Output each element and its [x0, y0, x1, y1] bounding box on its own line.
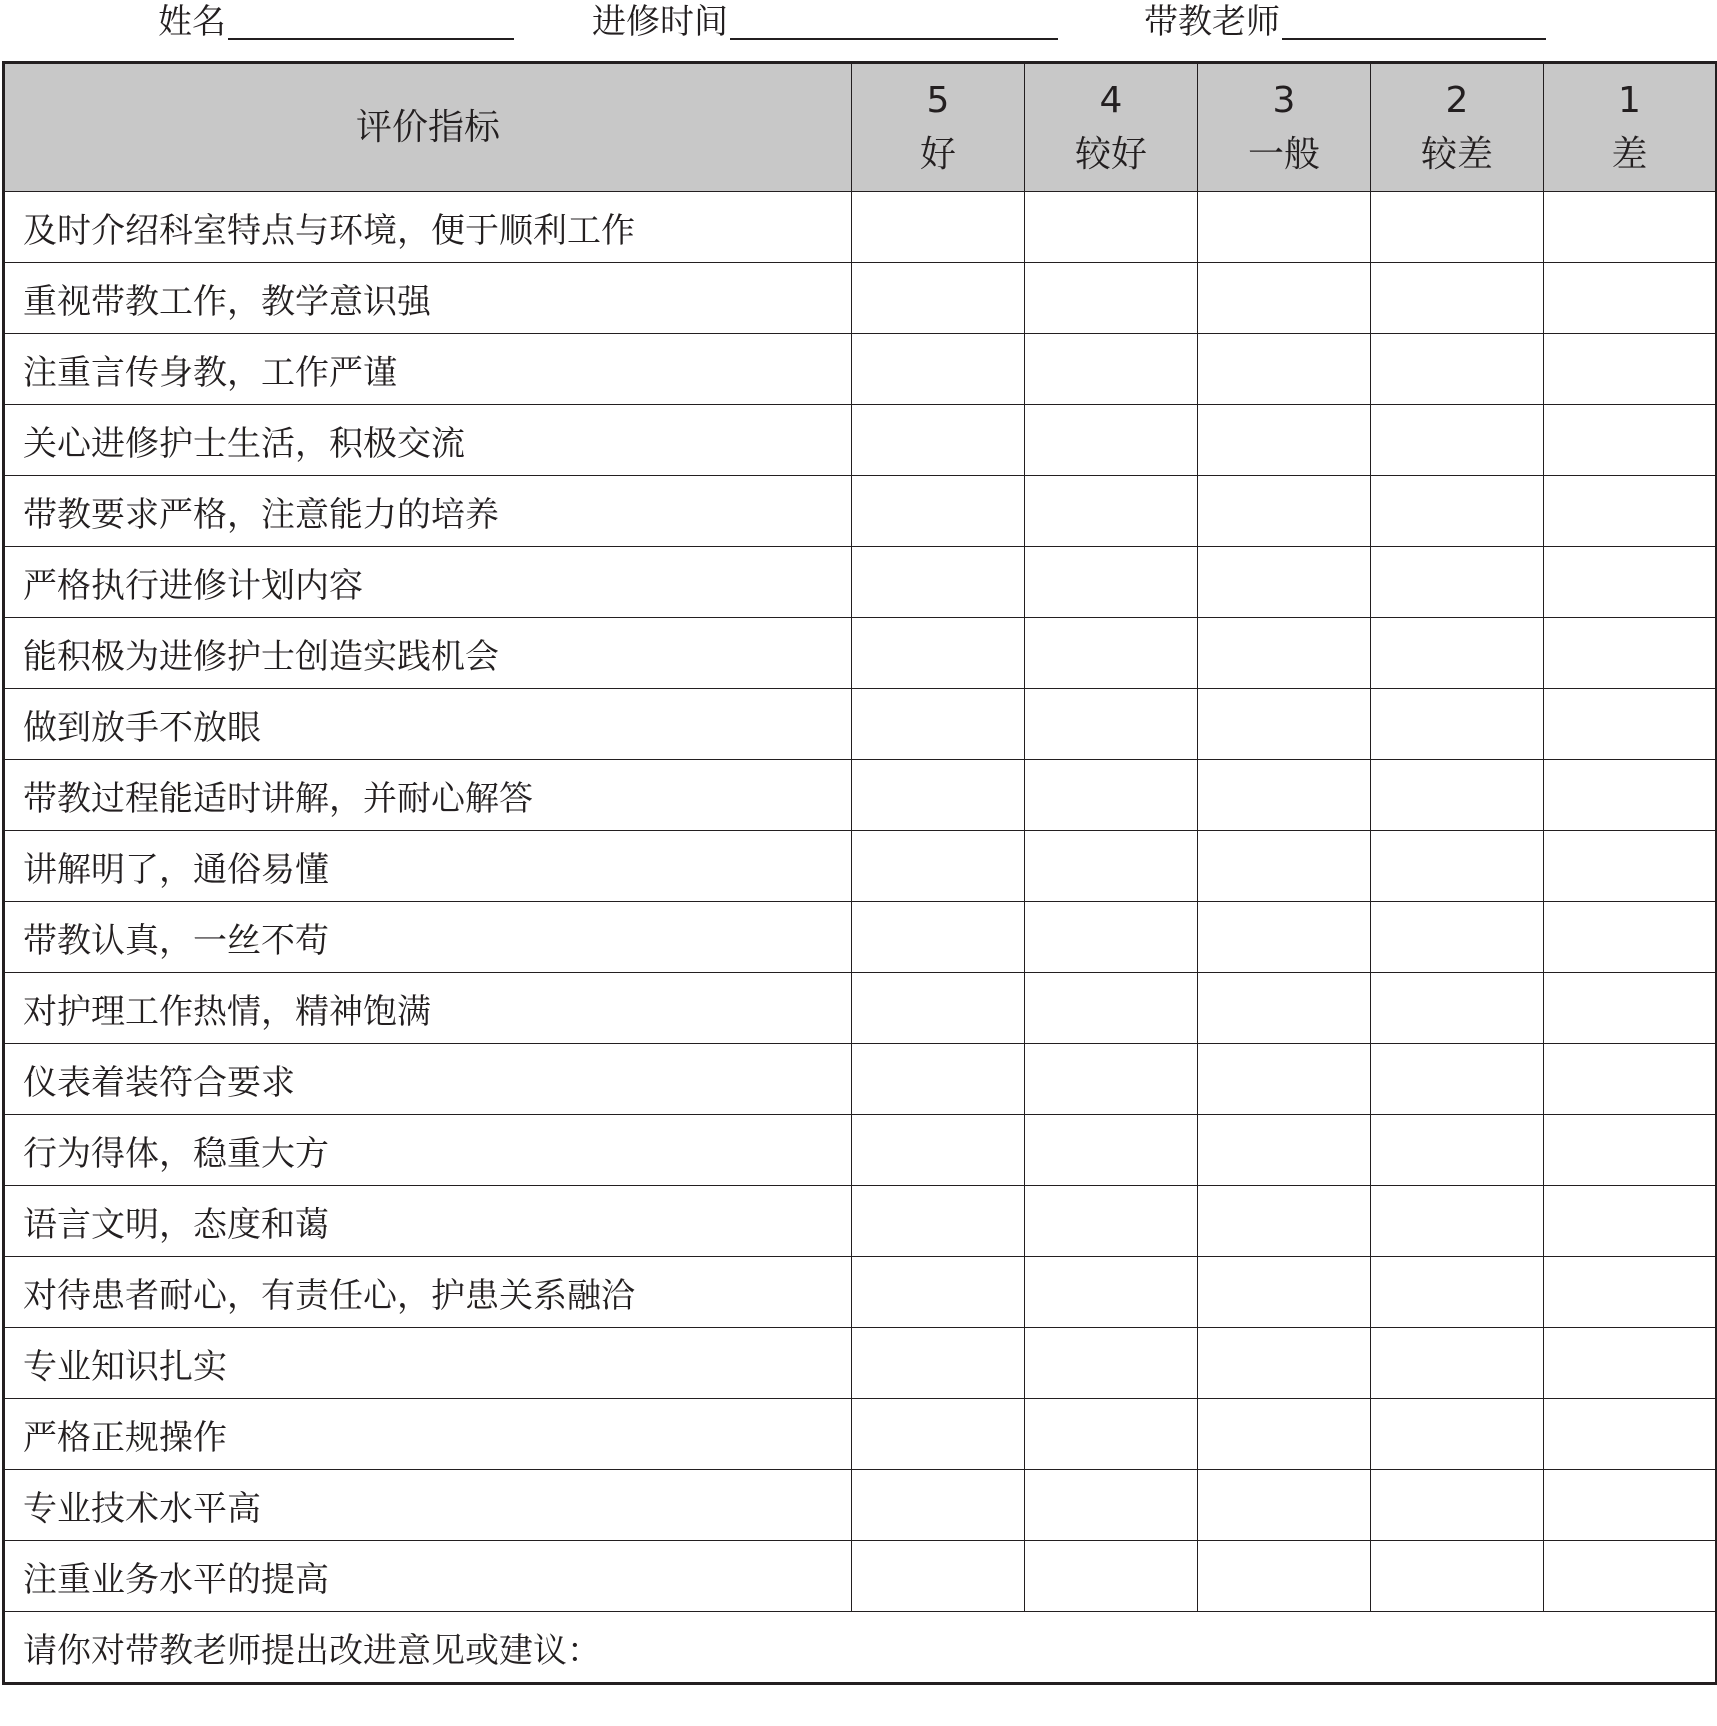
rating-cell-3[interactable] [1198, 1186, 1371, 1257]
rating-cell-1[interactable] [1544, 689, 1717, 760]
table-row [4, 689, 1717, 760]
rating-cell-4[interactable] [1025, 689, 1198, 760]
score-header-2 [1371, 63, 1544, 192]
name-blank-line[interactable] [228, 8, 514, 40]
score-header-4 [1025, 63, 1198, 192]
criterion-label: 严格正规操作 [4, 1399, 852, 1470]
criterion-label: 带教过程能适时讲解，并耐心解答 [4, 760, 852, 831]
rating-cell-4[interactable] [1025, 902, 1198, 973]
criterion-header: 评价指标 [4, 63, 852, 192]
rating-cell-3[interactable] [1198, 760, 1371, 831]
criterion-label: 带教要求严格，注意能力的培养 [4, 476, 852, 547]
rating-cell-1[interactable] [1544, 1115, 1717, 1186]
rating-cell-5[interactable] [852, 831, 1025, 902]
criterion-label: 专业知识扎实 [4, 1328, 852, 1399]
score-word: 好 [919, 133, 956, 175]
rating-cell-5[interactable] [852, 192, 1025, 263]
name-field [158, 0, 514, 40]
rating-cell-3[interactable] [1198, 1541, 1371, 1612]
criterion-label: 注重言传身教，工作严谨 [4, 334, 852, 405]
score-number: 1 [1618, 79, 1641, 121]
rating-cell-2[interactable] [1371, 902, 1544, 973]
rating-cell-3[interactable] [1198, 1399, 1371, 1470]
criterion-label: 能积极为进修护士创造实践机会 [4, 618, 852, 689]
rating-cell-5[interactable] [852, 1186, 1025, 1257]
rating-cell-3[interactable] [1198, 476, 1371, 547]
criterion-label: 重视带教工作，教学意识强 [4, 263, 852, 334]
rating-cell-4[interactable] [1025, 547, 1198, 618]
rating-cell-5[interactable] [852, 547, 1025, 618]
form-header [0, 0, 1717, 48]
rating-cell-2[interactable] [1371, 1470, 1544, 1541]
criterion-label: 做到放手不放眼 [4, 689, 852, 760]
teacher-label: 带教老师 [1144, 2, 1280, 42]
criterion-label: 关心进修护士生活，积极交流 [4, 405, 852, 476]
criterion-label: 仪表着装符合要求 [4, 1044, 852, 1115]
rating-cell-4[interactable] [1025, 1541, 1198, 1612]
rating-cell-2[interactable] [1371, 192, 1544, 263]
criterion-label: 及时介绍科室特点与环境，便于顺利工作 [4, 192, 852, 263]
rating-cell-2[interactable] [1371, 1328, 1544, 1399]
rating-cell-5[interactable] [852, 1541, 1025, 1612]
rating-cell-2[interactable] [1371, 263, 1544, 334]
rating-cell-3[interactable] [1198, 334, 1371, 405]
rating-cell-1[interactable] [1544, 1399, 1717, 1470]
rating-cell-2[interactable] [1371, 334, 1544, 405]
rating-cell-3[interactable] [1198, 1044, 1371, 1115]
table-row [4, 547, 1717, 618]
rating-cell-2[interactable] [1371, 1044, 1544, 1115]
rating-cell-4[interactable] [1025, 618, 1198, 689]
rating-cell-1[interactable] [1544, 405, 1717, 476]
rating-cell-5[interactable] [852, 1115, 1025, 1186]
table-row [4, 1186, 1717, 1257]
rating-cell-5[interactable] [852, 973, 1025, 1044]
rating-cell-5[interactable] [852, 760, 1025, 831]
rating-cell-4[interactable] [1025, 1328, 1198, 1399]
table-row [4, 902, 1717, 973]
table-row [4, 760, 1717, 831]
table-row [4, 1115, 1717, 1186]
suggestion-prompt[interactable]: 请你对带教老师提出改进意见或建议： [4, 1612, 1717, 1684]
rating-cell-5[interactable] [852, 689, 1025, 760]
criteria-body [4, 192, 1717, 1612]
score-header-1 [1544, 63, 1717, 192]
table-header-row [4, 63, 1717, 192]
criterion-label: 对护理工作热情，精神饱满 [4, 973, 852, 1044]
table-row [4, 1541, 1717, 1612]
score-number: 2 [1445, 79, 1469, 121]
table-row [4, 476, 1717, 547]
rating-cell-1[interactable] [1544, 1257, 1717, 1328]
rating-cell-2[interactable] [1371, 689, 1544, 760]
evaluation-table [2, 61, 1717, 1685]
score-header-3 [1198, 63, 1371, 192]
score-word: 较好 [1074, 133, 1147, 175]
score-number: 5 [926, 79, 950, 121]
rating-cell-3[interactable] [1198, 689, 1371, 760]
rating-cell-5[interactable] [852, 1399, 1025, 1470]
rating-cell-5[interactable] [852, 902, 1025, 973]
rating-cell-4[interactable] [1025, 973, 1198, 1044]
rating-cell-3[interactable] [1198, 192, 1371, 263]
table-row [4, 1328, 1717, 1399]
rating-cell-3[interactable] [1198, 405, 1371, 476]
table-row [4, 405, 1717, 476]
score-word: 较差 [1420, 133, 1493, 175]
rating-cell-5[interactable] [852, 476, 1025, 547]
rating-cell-1[interactable] [1544, 1044, 1717, 1115]
rating-cell-1[interactable] [1544, 902, 1717, 973]
teacher-field [1144, 0, 1546, 40]
table-row [4, 618, 1717, 689]
rating-cell-1[interactable] [1544, 618, 1717, 689]
rating-cell-3[interactable] [1198, 547, 1371, 618]
rating-cell-3[interactable] [1198, 973, 1371, 1044]
name-label: 姓名 [158, 2, 226, 42]
rating-cell-1[interactable] [1544, 547, 1717, 618]
rating-cell-1[interactable] [1544, 831, 1717, 902]
criterion-label: 专业技术水平高 [4, 1470, 852, 1541]
score-header-5 [852, 63, 1025, 192]
rating-cell-1[interactable] [1544, 192, 1717, 263]
rating-cell-2[interactable] [1371, 547, 1544, 618]
table-row [4, 973, 1717, 1044]
rating-cell-4[interactable] [1025, 831, 1198, 902]
rating-cell-2[interactable] [1371, 1541, 1544, 1612]
criterion-label: 带教认真，一丝不苟 [4, 902, 852, 973]
rating-cell-2[interactable] [1371, 760, 1544, 831]
period-label: 进修时间 [592, 2, 728, 42]
rating-cell-2[interactable] [1371, 618, 1544, 689]
rating-cell-3[interactable] [1198, 1470, 1371, 1541]
criterion-label: 注重业务水平的提高 [4, 1541, 852, 1612]
rating-cell-1[interactable] [1544, 1328, 1717, 1399]
rating-cell-4[interactable] [1025, 263, 1198, 334]
rating-cell-2[interactable] [1371, 831, 1544, 902]
period-blank-line[interactable] [730, 8, 1058, 40]
rating-cell-4[interactable] [1025, 1399, 1198, 1470]
rating-cell-1[interactable] [1544, 973, 1717, 1044]
table-row [4, 1470, 1717, 1541]
rating-cell-1[interactable] [1544, 476, 1717, 547]
rating-cell-4[interactable] [1025, 1044, 1198, 1115]
table-row [4, 192, 1717, 263]
rating-cell-1[interactable] [1544, 1541, 1717, 1612]
rating-cell-5[interactable] [852, 1470, 1025, 1541]
rating-cell-5[interactable] [852, 1328, 1025, 1399]
score-number: 3 [1272, 79, 1296, 121]
teacher-blank-line[interactable] [1282, 8, 1546, 40]
rating-cell-4[interactable] [1025, 1186, 1198, 1257]
rating-cell-5[interactable] [852, 263, 1025, 334]
rating-cell-5[interactable] [852, 1257, 1025, 1328]
rating-cell-1[interactable] [1544, 1186, 1717, 1257]
rating-cell-5[interactable] [852, 1044, 1025, 1115]
criterion-label: 对待患者耐心，有责任心，护患关系融洽 [4, 1257, 852, 1328]
rating-cell-2[interactable] [1371, 1257, 1544, 1328]
score-word: 一般 [1247, 133, 1320, 175]
rating-cell-5[interactable] [852, 618, 1025, 689]
rating-cell-3[interactable] [1198, 1115, 1371, 1186]
rating-cell-3[interactable] [1198, 263, 1371, 334]
rating-cell-1[interactable] [1544, 263, 1717, 334]
criterion-label: 讲解明了，通俗易懂 [4, 831, 852, 902]
rating-cell-4[interactable] [1025, 1257, 1198, 1328]
score-number: 4 [1099, 79, 1123, 121]
rating-cell-1[interactable] [1544, 760, 1717, 831]
table-row [4, 831, 1717, 902]
rating-cell-3[interactable] [1198, 902, 1371, 973]
rating-cell-4[interactable] [1025, 760, 1198, 831]
period-field [592, 0, 1058, 40]
rating-cell-2[interactable] [1371, 1186, 1544, 1257]
table-row [4, 1044, 1717, 1115]
criterion-label: 严格执行进修计划内容 [4, 547, 852, 618]
rating-cell-4[interactable] [1025, 405, 1198, 476]
rating-cell-4[interactable] [1025, 1115, 1198, 1186]
rating-cell-3[interactable] [1198, 618, 1371, 689]
rating-cell-3[interactable] [1198, 1257, 1371, 1328]
rating-cell-2[interactable] [1371, 973, 1544, 1044]
rating-cell-1[interactable] [1544, 1470, 1717, 1541]
rating-cell-4[interactable] [1025, 334, 1198, 405]
rating-cell-3[interactable] [1198, 831, 1371, 902]
suggestion-row [4, 1612, 1717, 1684]
rating-cell-5[interactable] [852, 334, 1025, 405]
criterion-label: 行为得体，稳重大方 [4, 1115, 852, 1186]
table-row [4, 263, 1717, 334]
rating-cell-2[interactable] [1371, 476, 1544, 547]
rating-cell-4[interactable] [1025, 192, 1198, 263]
rating-cell-4[interactable] [1025, 476, 1198, 547]
rating-cell-2[interactable] [1371, 1399, 1544, 1470]
rating-cell-1[interactable] [1544, 334, 1717, 405]
rating-cell-2[interactable] [1371, 1115, 1544, 1186]
table-row [4, 1257, 1717, 1328]
criterion-label: 语言文明，态度和蔼 [4, 1186, 852, 1257]
rating-cell-2[interactable] [1371, 405, 1544, 476]
rating-cell-3[interactable] [1198, 1328, 1371, 1399]
score-word: 差 [1611, 133, 1648, 175]
rating-cell-5[interactable] [852, 405, 1025, 476]
table-row [4, 334, 1717, 405]
rating-cell-4[interactable] [1025, 1470, 1198, 1541]
table-row [4, 1399, 1717, 1470]
